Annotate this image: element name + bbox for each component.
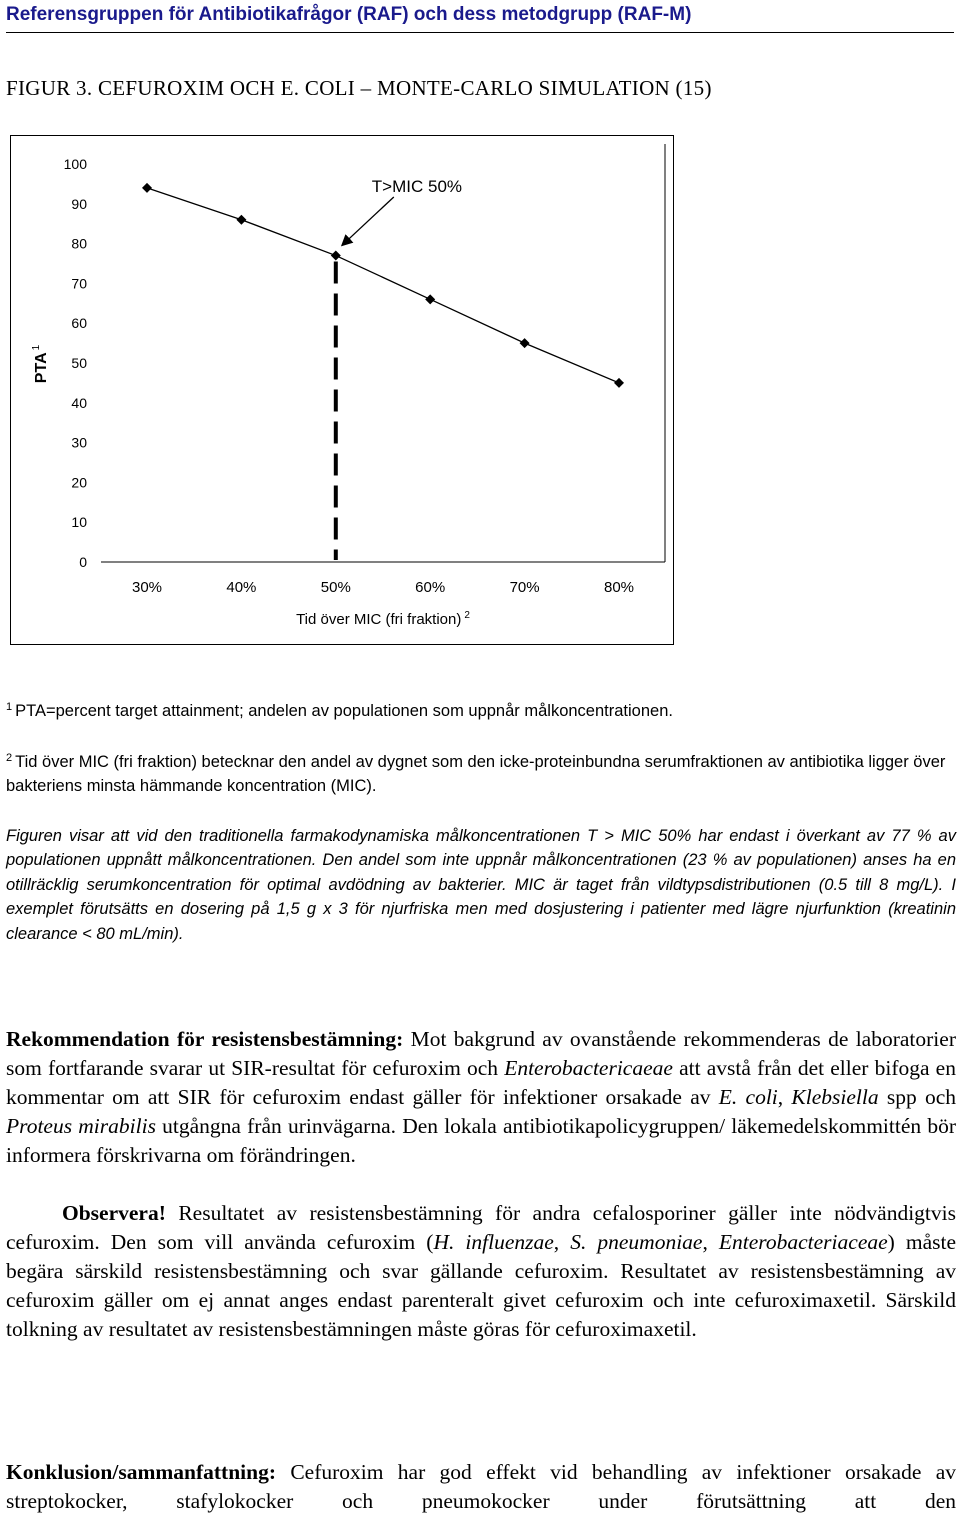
x-tick-label: 40% (226, 579, 257, 596)
x-axis-label: Tid över MIC (fri fraktion) $^2$ (296, 610, 470, 628)
x-tick-label: 70% (509, 579, 540, 596)
y-tick-label: 100 (63, 156, 87, 172)
document-header: Referensgruppen för Antibiotikafrågor (RAF) och dess metodgrupp (RAF-M) (6, 4, 954, 33)
data-point (236, 215, 246, 225)
y-tick-label: 20 (71, 474, 87, 491)
x-tick-label: 30% (131, 579, 163, 596)
pta-chart (11, 136, 673, 644)
annotation-arrow (342, 197, 394, 246)
recommendation-paragraph: Rekommendation för resistensbestämning: Mot bakgrund av ovanstående rekommenderas de laboratorier som fortfarande svarar ut SIR-resultat för cefuroxim och Enterobactericaeae att avstå från det eller bifoga en kommentar om att SIR för cefuroxim endast gäller för infektioner orsakade av E. coli, Klebsiella spp och Proteus mirabilis utgångna från urinvägarna. Den lokala antibiotikapolicygruppen/ läkemedelskommittén bör informera förskrivarna om förändringen. (6, 1027, 957, 1167)
y-tick-label: 50 (71, 355, 87, 371)
chart-frame (10, 135, 674, 645)
data-point (425, 294, 435, 304)
y-tick-label: 60 (71, 315, 87, 332)
series-line (147, 188, 619, 383)
data-point (331, 251, 341, 261)
recommendation-heading: Rekommendation för resistensbestämning: (6, 1027, 404, 1051)
figure-title: FIGUR 3. CEFUROXIM OCH E. COLI – MONTE-CARLO SIMULATION (15) (6, 76, 712, 100)
y-axis-label: PTA$^1$ (31, 344, 50, 384)
y-tick-label: 80 (71, 235, 87, 252)
footnote-1-text: PTA=percent target attainment; andelen av populationen som uppnår målkoncentrationen. (15, 702, 673, 720)
observe-paragraph: Observera! Resultatet av resistensbestämning för andra cefalosporiner gäller inte nödvändigtvis cefuroxim. Den som vill använda cefuroxim (H. influenzae, S. pneumoniae, Enterobacteriaceae) måste begära särskild resistensbestämning och svar gällande cefuroxim. Resultatet av resistensbestämning av cefuroxim gäller om ej annat anges endast parenteralt givet cefuroxim och inte cefuroximaxetil. Särskild tolkning av resultatet av resistensbestämningen måste göras för cefuroximaxetil. (6, 1201, 957, 1341)
y-tick-label: 90 (71, 195, 87, 212)
x-tick-label: 80% (603, 579, 635, 596)
data-point (520, 338, 530, 348)
y-tick-label: 70 (71, 275, 87, 292)
annotation-label: T>MIC 50% (371, 177, 463, 196)
footnote-2 (6, 746, 954, 798)
figure-description: Figuren visar att vid den traditionella farmakodynamiska målkoncentrationen T > MIC 50% har endast i överkant av 77 % av populationen uppnått målkoncentrationen. Den andel som inte uppnår målkoncentrationen (23 % av populationen) anses ha en otillräcklig serumkoncentration för optimal avdödning av bakterier. MIC är taget från vildtypsdistributionen (0.5 till 8 mg/L). I exemplet förutsätts en dosering på 1,5 g x 3 för njurfriska men med dosjustering i patienter med lägre njurfunktion (kreatinin clearance < 80 mL/min). (6, 827, 956, 943)
y-tick-label: 10 (71, 514, 87, 531)
footnote-2-marker: 2 (6, 752, 13, 764)
conclusion-paragraph: Konklusion/sammanfattning: Cefuroxim har god effekt vid behandling av infektioner orsakade av streptokocker, stafylokocker och pneumokocker under förutsättning att den (6, 1460, 956, 1513)
footnote-1 (6, 695, 954, 723)
observe-heading: Observera! (62, 1201, 166, 1225)
data-point (142, 183, 152, 193)
conclusion-heading: Konklusion/sammanfattning: (6, 1460, 277, 1484)
y-tick-label: 0 (79, 554, 87, 570)
y-tick-label: 30 (71, 434, 87, 451)
data-point (614, 378, 624, 388)
x-tick-label: 60% (415, 579, 446, 596)
x-tick-label: 50% (320, 579, 351, 596)
y-tick-label: 40 (71, 394, 87, 411)
footnote-2-text: Tid över MIC (fri fraktion) betecknar den andel av dygnet som den icke-proteinbundna serumfraktionen av antibiotika ligger över bakteriens minsta hämmande koncentration (MIC). (6, 753, 946, 795)
footnote-1-marker: 1 (6, 701, 13, 713)
